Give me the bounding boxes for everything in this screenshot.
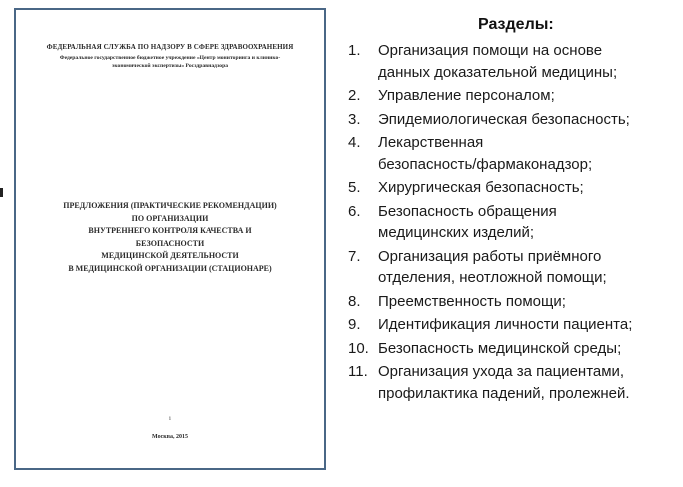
section-item bbox=[348, 361, 683, 404]
section-item-line: Безопасность обращения bbox=[378, 202, 557, 220]
section-item-number: 8. bbox=[348, 292, 361, 310]
document-title-line: ВНУТРЕННЕГО КОНТРОЛЯ КАЧЕСТВА И bbox=[88, 226, 252, 235]
section-item-text bbox=[378, 361, 683, 404]
section-item-text bbox=[378, 85, 683, 107]
section-item-number: 5. bbox=[348, 179, 361, 196]
section-item-text bbox=[378, 40, 683, 83]
section-item bbox=[348, 40, 683, 83]
section-item-line: Организация ухода за пациентами, bbox=[378, 363, 625, 380]
section-item bbox=[348, 246, 683, 289]
edge-mark bbox=[0, 188, 3, 197]
section-item-number: 11. bbox=[348, 363, 368, 380]
document-title-line: МЕДИЦИНСКОЙ ДЕЯТЕЛЬНОСТИ bbox=[101, 251, 239, 260]
document-footer: Москва, 2015 bbox=[152, 434, 188, 440]
section-item-text bbox=[378, 177, 683, 199]
document-cover-page bbox=[14, 8, 326, 470]
section-item bbox=[348, 314, 683, 336]
sections-heading: Разделы: bbox=[478, 16, 554, 33]
section-item-number: 6. bbox=[348, 202, 361, 220]
section-item-number: 2. bbox=[348, 87, 361, 104]
section-item-line: отделения, неотложной помощи; bbox=[378, 269, 607, 286]
section-item-number: 3. bbox=[348, 110, 361, 128]
section-item-line: Хирургическая безопасность; bbox=[378, 179, 584, 196]
document-title-line: БЕЗОПАСНОСТИ bbox=[135, 238, 205, 248]
section-item-line: безопасность/фармаконадзор; bbox=[378, 155, 593, 173]
section-item-text bbox=[378, 291, 683, 313]
section-item-line: данных доказательной медицины; bbox=[378, 63, 618, 81]
document-page-mark: i bbox=[169, 416, 171, 422]
document-institution-line: экономической экспертизы» Росздравнадзора bbox=[111, 63, 228, 69]
section-item-number: 9. bbox=[348, 316, 361, 333]
section-item-line: Организация помощи на основе bbox=[378, 42, 603, 59]
section-item-line: медицинских изделий; bbox=[378, 224, 535, 241]
section-item-number: 1. bbox=[348, 42, 361, 59]
section-item-text bbox=[378, 246, 683, 289]
document-title-line: ПО ОРГАНИЗАЦИИ bbox=[131, 213, 209, 223]
document-title-line: В МЕДИЦИНСКОЙ ОРГАНИЗАЦИИ (СТАЦИОНАРЕ) bbox=[68, 263, 272, 273]
document-title bbox=[16, 200, 324, 275]
section-item-line: Организация работы приёмного bbox=[378, 247, 602, 265]
document-agency: ФЕДЕРАЛЬНАЯ СЛУЖБА ПО НАДЗОРУ В СФЕРЕ ЗДРАВООХРАНЕНИЯ bbox=[46, 43, 294, 51]
section-item-line: Лекарственная bbox=[378, 134, 484, 151]
section-item-number: 10. bbox=[348, 339, 369, 357]
section-item bbox=[348, 338, 683, 360]
document-institution-line: Федеральное государственное бюджетное учреждение «Центр мониторинга и клинико- bbox=[59, 55, 281, 61]
section-item-text bbox=[378, 109, 683, 131]
document-title-line: ПРЕДЛОЖЕНИЯ (ПРАКТИЧЕСКИЕ РЕКОМЕНДАЦИИ) bbox=[63, 201, 277, 210]
section-item bbox=[348, 291, 683, 313]
section-item-number: 4. bbox=[348, 134, 361, 151]
section-item bbox=[348, 177, 683, 199]
document-institution bbox=[50, 54, 290, 70]
document-header bbox=[16, 43, 324, 70]
section-item-number: 7. bbox=[348, 247, 361, 265]
section-item-line: Управление персоналом; bbox=[378, 87, 555, 104]
section-item-text bbox=[378, 314, 683, 336]
section-item-line: Идентификация личности пациента; bbox=[378, 316, 633, 333]
section-item-text bbox=[378, 132, 683, 175]
section-item-text bbox=[378, 338, 683, 360]
section-item-text bbox=[378, 201, 683, 244]
section-item-line: Эпидемиологическая безопасность; bbox=[378, 110, 630, 128]
section-item bbox=[348, 109, 683, 131]
section-item bbox=[348, 132, 683, 175]
section-item bbox=[348, 201, 683, 244]
sections-list bbox=[348, 40, 683, 406]
section-item bbox=[348, 85, 683, 107]
section-item-line: Безопасность медицинской среды; bbox=[378, 339, 622, 357]
section-item-line: профилактика падений, пролежней. bbox=[378, 384, 630, 402]
section-item-line: Преемственность помощи; bbox=[378, 292, 566, 310]
